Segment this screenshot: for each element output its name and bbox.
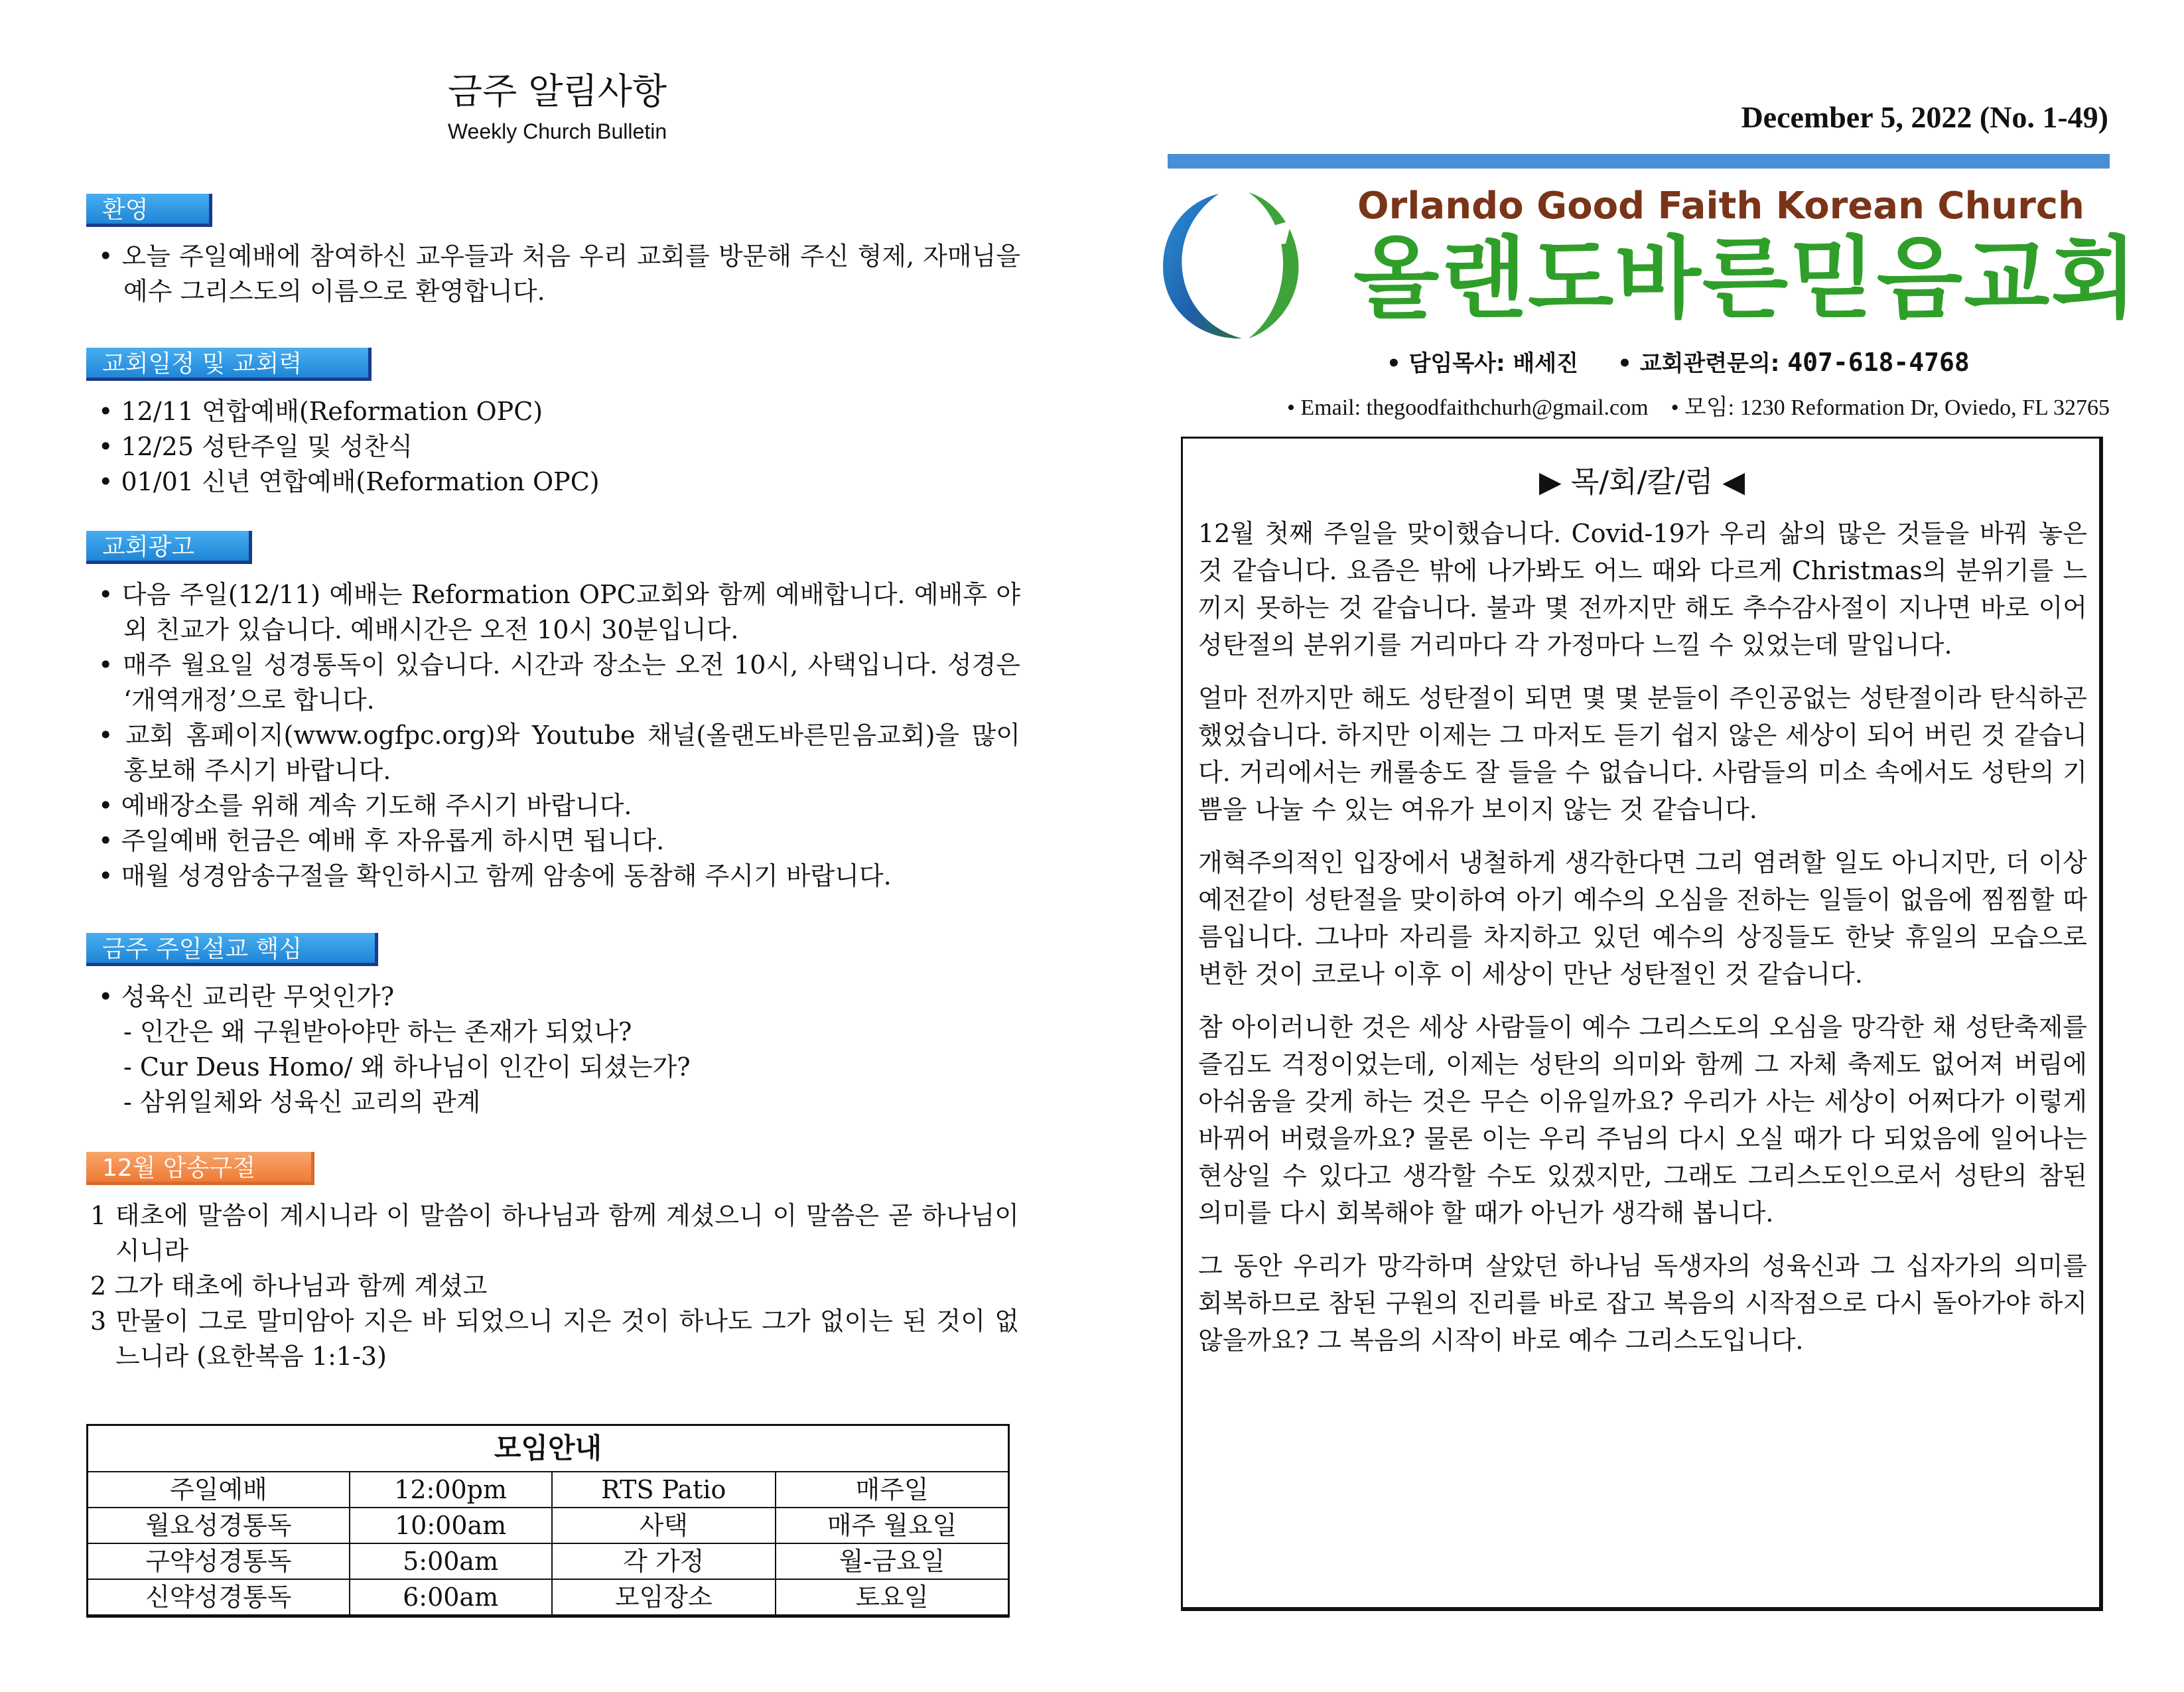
list-item: 2 그가 태초에 하나님과 함께 계셨고 [90,1271,488,1301]
section-header-memory-verse: 12월 암송구절 [86,1152,314,1185]
email-address-line [1194,389,2110,421]
email-text: • Email: thegoodfaithchurh@gmail.com [1287,395,1649,420]
section-header-sermon: 금주 주일설교 핵심 [86,933,378,966]
bulletin-date: December 5, 2022 (No. 1-49) [1741,100,2108,134]
column-paragraph: 개혁주의적인 입장에서 냉철하게 생각한다면 그리 염려할 일도 아니지만, 더 이상 예전같이 성탄절을 맞이하여 아기 예수의 오심을 전하는 일들이 없음에 찜찜할 따름입니다. 그나마 자리를 차지하고 있던 예수의 상징들도 한낮 휴일의 모습으로 변한 것이 코로나 이후 이 세상이 만난 성탄절인 것 같습니다. [1198,848,2087,989]
list-item: • 매월 성경암송구절을 확인하시고 함께 암송에 동참해 주시기 바랍니다. [98,861,892,890]
table-cell: 10:00am [350,1508,552,1543]
announcements-list [98,577,1020,894]
list-item: 1 태초에 말씀이 계시니라 이 말씀이 하나님과 함께 계셨으니 이 말씀은 곧 하나님이시니라 [90,1201,1019,1265]
list-item: • 성육신 교리란 무엇인가? [98,982,395,1011]
meetings-table [86,1424,1010,1618]
list-item: - 인간은 왜 구원받아야만 하는 존재가 되었나? [123,1017,632,1046]
list-item: - Cur Deus Homo/ 왜 하나님이 인간이 되셨는가? [123,1052,691,1082]
table-row [88,1579,1009,1616]
table-cell: 5:00am [350,1543,552,1579]
table-cell: 주일예배 [88,1472,350,1508]
pastor-label: • 담임목사: 배세진 [1387,350,1578,377]
bulletin-subtitle: Weekly Church Bulletin [447,119,667,143]
column-paragraph: 얼마 전까지만 해도 성탄절이 되면 몇 몇 분들이 주인공없는 성탄절이라 탄식하곤 했었습니다. 하지만 이제는 그 마저도 듣기 쉽지 않은 세상이 되어 버린 것 같습니다. 거리에서는 캐롤송도 잘 들을 수 없습니다. 사람들의 미소 속에서도 성탄의 기쁨을 나눌 수 있는 여유가 보이지 않는 것 같습니다. [1198,683,2087,824]
section-header-welcome: 환영 [86,194,212,227]
list-item: 3 만물이 그로 말미암아 지은 바 되었으니 지은 것이 하나도 그가 없이는 된 것이 없느니라 (요한복음 1:1-3) [90,1306,1019,1371]
table-row [88,1508,1009,1543]
table-cell: 월-금요일 [776,1543,1009,1579]
bulletin-title: 금주 알림사항 [447,70,667,112]
list-item: • 12/25 성탄주일 및 성찬식 [98,432,413,461]
schedule-list [98,394,1020,500]
table-row [88,1543,1009,1579]
list-item: - 삼위일체와 성육신 교리의 관계 [123,1088,481,1117]
list-item: • 01/01 신년 연합예배(Reformation OPC) [98,467,600,496]
table-cell: 매주 월요일 [776,1508,1009,1543]
list-item: • 오늘 주일예배에 참여하신 교우들과 처음 우리 교회를 방문해 주신 형제, 자매님을 예수 그리스도의 이름으로 환영합니다. [98,242,1020,306]
table-cell: 모임장소 [552,1579,776,1616]
column-paragraph: 참 아이러니한 것은 세상 사람들이 예수 그리스도의 오심을 망각한 채 성탄축제를 즐김도 걱정이었는데, 이제는 성탄의 의미와 함께 그 자체 축제도 없어져 버림에 아쉬움을 갖게 하는 것은 무슨 이유일까요? 우리가 사는 세상이 어쩌다가 이렇게 바뀌어 버렸을까요? 물론 이는 우리 주님의 다시 오실 때가 다 되었음에 일어나는 현상일 수 있다고 생각할 수도 있겠지만, 그래도 그리스도인으로서 성탄의 참된 의미를 다시 회복해야 할 때가 아닌가 생각해 봅니다. [1198,1013,2087,1228]
table-cell: 토요일 [776,1579,1009,1616]
church-name-korean: 올랜도바른믿음교회 [1353,227,2138,330]
table-cell: 6:00am [350,1579,552,1616]
welcome-list [98,239,1020,309]
table-cell: 매주일 [776,1472,1009,1508]
contact-label: • 교회관련문의: [1617,350,1780,377]
section-header-schedule: 교회일정 및 교회력 [86,348,372,381]
list-item: • 교회 홈페이지(www.ogfpc.org)와 Youtube 채널(올랜도바른믿음교회)을 많이 홍보해 주시기 바랍니다. [98,721,1020,785]
table-cell: 각 가정 [552,1543,776,1579]
church-name-english: Orlando Good Faith Korean Church [1357,184,2084,228]
column-paragraph: 12월 첫째 주일을 맞이했습니다. Covid-19가 우리 삶의 많은 것들을 바꿔 놓은 것 같습니다. 요즘은 밖에 나가봐도 어느 때와 다르게 Christmas의 분위기를 느끼지 못하는 것 같습니다. 불과 몇 전까지만 해도 추수감사절이 지나면 바로 이어 성탄절의 분위기를 거리마다 각 가정마다 느낄 수 있었는데 말입니다. [1198,519,2087,660]
table-cell: 구약성경통독 [88,1543,350,1579]
memory-verse-list [90,1198,1019,1374]
table-cell: 사택 [552,1508,776,1543]
header-divider [1168,154,2110,169]
phone-number: 407-618-4768 [1787,348,1970,377]
list-item: • 주일예배 헌금은 예배 후 자유롭게 하시면 됩니다. [98,826,665,855]
section-header-announcements: 교회광고 [86,531,252,564]
address-text: • 모임: 1230 Reformation Dr, Oviedo, FL 32765 [1671,395,2110,420]
table-cell: 12:00pm [350,1472,552,1508]
list-item: • 다음 주일(12/11) 예배는 Reformation OPC교회와 함께 예배합니다. 예배후 야외 친교가 있습니다. 예배시간은 오전 10시 30분입니다. [98,580,1020,644]
list-item: • 12/11 연합예배(Reformation OPC) [98,397,543,426]
table-cell: 신약성경통독 [88,1579,350,1616]
list-item: • 예배장소를 위해 계속 기도해 주시기 바랍니다. [98,791,632,820]
column-title: ▶ 목/회/칼/럼 ◀ [1538,465,1745,499]
column-paragraph: 그 동안 우리가 망각하며 살았던 하나님 독생자의 성육신과 그 십자가의 의미를 회복하므로 참된 구원의 진리를 바로 잡고 복음의 시작점으로 다시 돌아가야 하지 않을까요? 그 복음의 시작이 바로 예수 그리스도입니다. [1198,1251,2087,1355]
table-cell: 월요성경통독 [88,1508,350,1543]
pastor-contact-line [1387,345,1970,378]
sermon-list [98,979,1020,1120]
column-body [1198,515,2087,1375]
table-row [88,1472,1009,1508]
church-logo-icon [1156,180,1308,346]
meetings-title: 모임안내 [88,1425,1009,1472]
list-item: • 매주 월요일 성경통독이 있습니다. 시간과 장소는 오전 10시, 사택입니다. 성경은 ‘개역개정’으로 합니다. [98,650,1020,715]
table-cell: RTS Patio [552,1472,776,1508]
